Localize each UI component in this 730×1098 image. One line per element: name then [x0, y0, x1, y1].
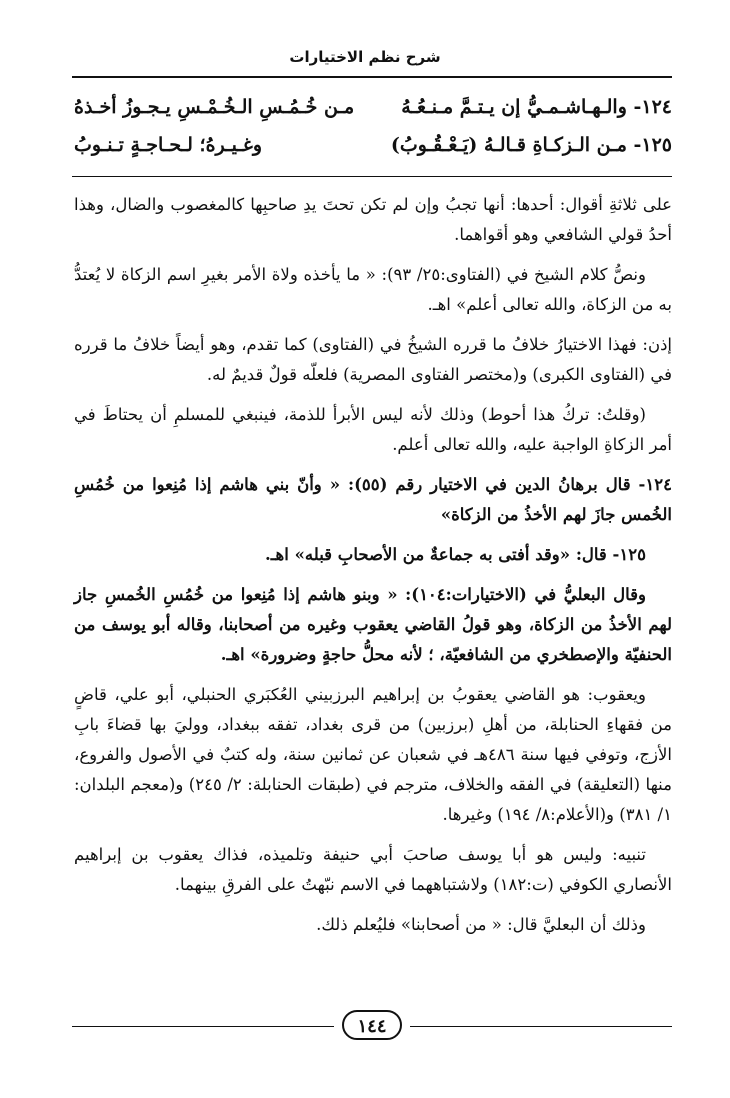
paragraph-closing: وذلك أن البعليَّ قال: « من أصحابنا» فليُعلم ذلك. [316, 915, 646, 934]
paragraph-ikhtiyar-125: ١٢٥- قال: «وقد أفتى به جماعةٌ من الأصحابِ قبله» اهـ. [264, 545, 646, 564]
verse-125-first-hemistich: ١٢٥- مـن الـزكـاةِ قـالـهُ (يَـعْـقُـوبُ) [390, 134, 672, 156]
verse-divider [72, 176, 672, 177]
page-number: ١٤٤ [342, 1010, 402, 1040]
verse-line-125 [74, 134, 672, 170]
paragraph-conclusion: إذن: فهذا الاختيارُ خلافُ ما قرره الشيخُ في (الفتاوى) كما تقدم، وهو أيضاً خلافُ ما قرره في (الفتاوى الكبرى) و(مختصر الفتاوى المصرية) فلعلّه قولٌ قديمٌ له. [74, 335, 672, 384]
verse-124-first-hemistich: ١٢٤- والـهـاشـمـيُّ إن يـتـمَّ مـنـعُـهُ [401, 96, 672, 118]
header-divider [72, 76, 672, 78]
footer-rule-right [410, 1026, 672, 1027]
paragraph-three-opinions: على ثلاثةِ أقوال: أحدها: أنها تجبُ وإن لم تكن تحتَ يدِ صاحبِها كالمغصوب والضال، وهذا أحدُ قولي الشافعي وهو أقواهما. [74, 195, 672, 244]
page-footer [72, 1006, 672, 1046]
verse-125-second-hemistich: وغـيـرهُ؛ لـحـاجـةٍ تـنـوبُ [74, 134, 263, 156]
paragraph-yaqub-biography: ويعقوب: هو القاضي يعقوبُ بن إبراهيم البرزبيني العُكبَري الحنبلي، أبو علي، قاضٍ من فقهاءِ الحنابلة، من أهلِ (برزبين) من قرى بغداد، تفقه ببغداد، ووليَ بها قضاءَ بابِ الأزج، وتوفي فيها سنة ٤٨٦هـ في شعبان عن ثمانين سنة، وله كتبٌ في الأصول والفروع، منها (التعليقة) في الفقه والخلاف، مترجم في (طبقات الحنابلة: ٢/ ٢٤٥) و(معجم البلدان: ١/ ٣٨١) و(الأعلام:٨/ ١٩٤) وغيرها. [74, 685, 672, 824]
verse-line-124 [74, 96, 672, 132]
paragraph-note: تنبيه: وليس هو أبا يوسف صاحبَ أبي حنيفة وتلميذه، فذاك يعقوب بن إبراهيم الأنصاري الكوفي (ت:١٨٢) ولاشتباههما في الاسم نبّهتُ على الفرقِ بينهما. [74, 845, 672, 894]
commentary-body [74, 190, 672, 950]
running-header-title: شرح نظم الاختيارات [289, 48, 441, 66]
footer-rule-left [72, 1026, 334, 1027]
paragraph-fatawa-quote: ونصُّ كلام الشيخ في (الفتاوى:٢٥/ ٩٣): « ما يأخذه ولاة الأمر بغيرِ اسم الزكاة لا يُعتدُّ به من الزكاة، والله تعالى أعلم» اهـ. [74, 265, 672, 314]
paragraph-caution: (وقلتُ: تركُ هذا أحوط) وذلك لأنه ليس الأبرأ للذمة، فينبغي للمسلمِ أن يحتاطَ في أمر الزكاةِ الواجبة عليه، والله تعالى أعلم. [74, 405, 672, 454]
paragraph-ikhtiyar-124: ١٢٤- قال برهانُ الدين في الاختيار رقم (٥٥): « وأنّ بني هاشم إذا مُنِعوا من خُمُسِ الخُمس جازَ لهم الأخذُ من الزكاة» [74, 475, 672, 524]
paragraph-baali-quote: وقال البعليُّ في (الاختيارات:١٠٤): « وبنو هاشم إذا مُنِعوا من خُمُسِ الخُمسِ جاز لهم الأخذُ من الزكاة، وهو قولُ القاضي يعقوب وغيره من أصحابنا، وقاله أبو يوسف من الحنفيّة والإصطخري من الشافعيّة، ؛ لأنه محلُّ حاجةٍ وضرورة» اهـ. [74, 585, 672, 664]
verse-124-second-hemistich: مـن خُـمُـسِ الـخُـمْـسِ يـجـوزُ أخـذهُ [74, 96, 355, 118]
